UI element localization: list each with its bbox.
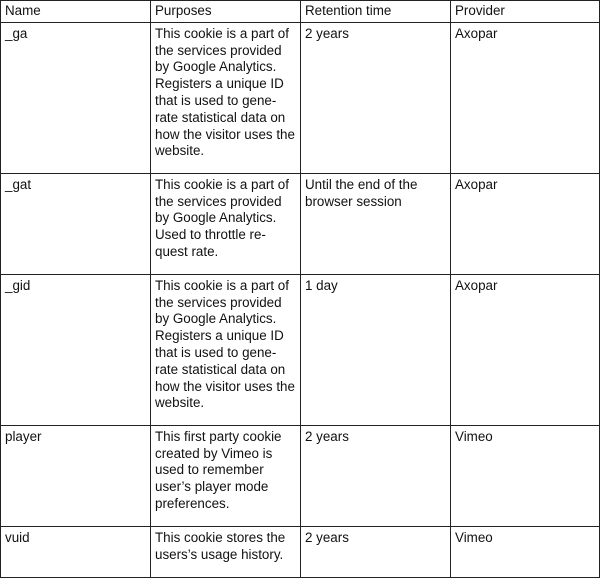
cookie-retention-cell: Until the end of the browser session [301,173,451,274]
header-name: Name [1,1,151,23]
cookie-provider-cell: Vimeo [451,526,600,577]
table-header [1,1,600,23]
cookie-name-cell: _ga [1,22,151,173]
cookie-retention-cell: 2 years [301,526,451,577]
cookie-provider-cell: Axopar [451,173,600,274]
table-row [1,22,600,173]
cookie-provider-cell: Axopar [451,274,600,425]
cookie-name-cell: player [1,425,151,526]
header-provider: Provider [451,1,600,23]
table-row [1,526,600,577]
cookie-name-cell: _gat [1,173,151,274]
table-row [1,274,600,425]
cookie-provider-cell: Vimeo [451,425,600,526]
cookie-purpose-cell: This cookie stores the users’s usage history. [151,526,301,577]
cookie-purpose-cell: This cookie is a part of the services provided by Google Analytics. Registers a unique ID that is used to gene-rate statistical data on how the visitor uses the website. [151,22,301,173]
cookie-name-cell: _gid [1,274,151,425]
table-row [1,173,600,274]
cookie-retention-cell: 2 years [301,425,451,526]
cookie-provider-cell: Axopar [451,22,600,173]
cookie-purpose-cell: This cookie is a part of the services provided by Google Analytics. Used to throttle re-quest rate. [151,173,301,274]
header-purposes: Purposes [151,1,301,23]
cookie-retention-cell: 2 years [301,22,451,173]
cookie-retention-cell: 1 day [301,274,451,425]
table-row [1,425,600,526]
cookie-purpose-cell: This cookie is a part of the services provided by Google Analytics. Registers a unique ID that is used to gene-rate statistical data on how the visitor uses the website. [151,274,301,425]
cookie-name-cell: vuid [1,526,151,577]
cookie-purpose-cell: This first party cookie created by Vimeo is used to remember user’s player mode preferences. [151,425,301,526]
table-body [1,22,600,577]
header-retention-time: Retention time [301,1,451,23]
header-row [1,1,600,23]
